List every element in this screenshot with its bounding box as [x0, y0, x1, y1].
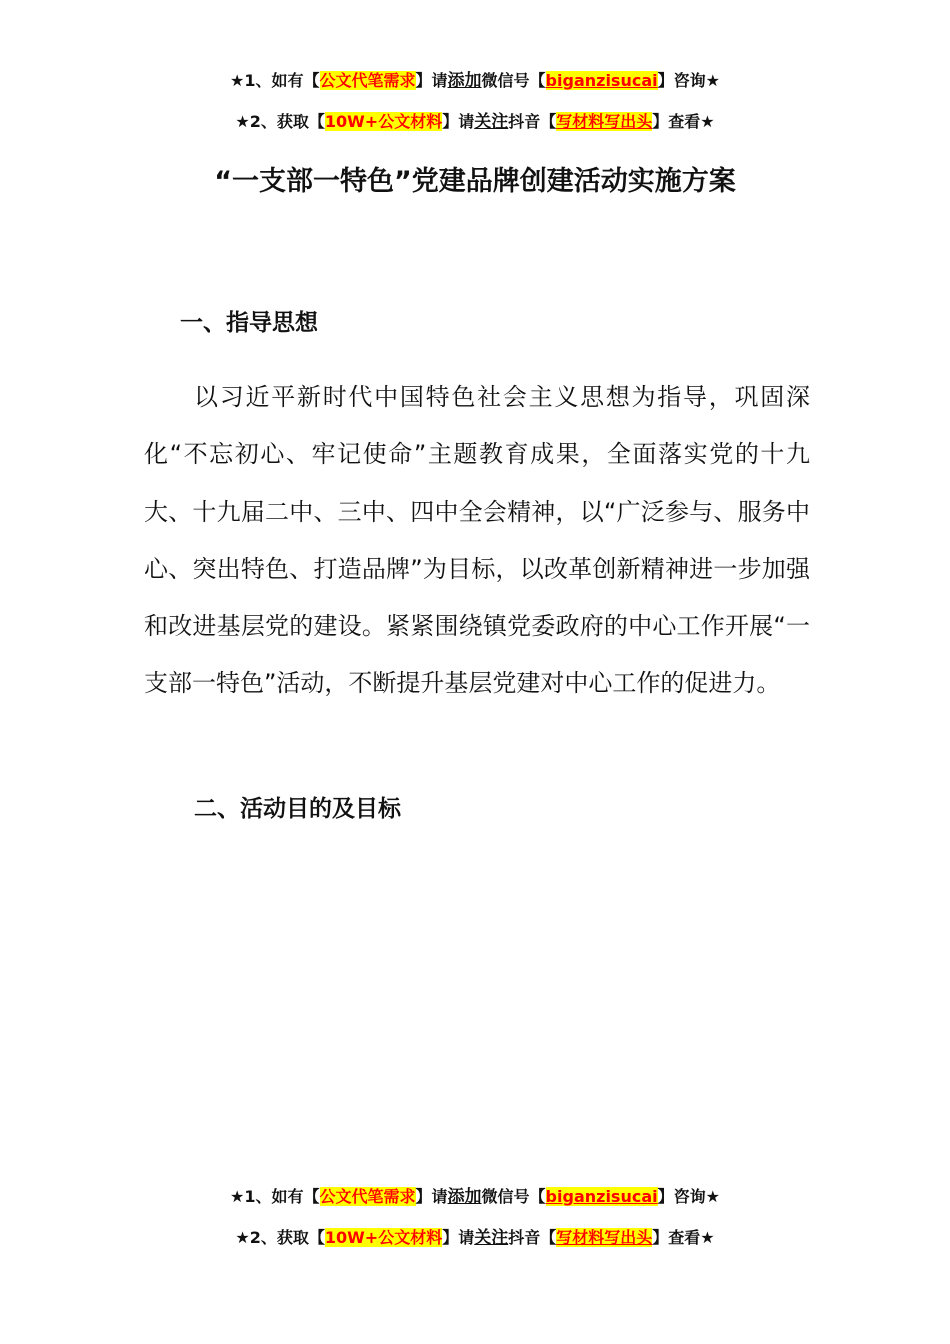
banner-highlight-materials: 10W+公文材料 [324, 1228, 443, 1247]
banner-text: 】请 [415, 1187, 448, 1206]
banner-suffix: 】咨询★ [657, 71, 720, 90]
banner-underlined-action: 添加 [447, 71, 482, 91]
banner-highlight-wechat-id: biganzisucai [545, 1187, 658, 1206]
top-banner-line-1 [0, 70, 950, 92]
section-heading-guiding-ideology: 一、指导思想 [180, 310, 318, 336]
banner-prefix: ★2、获取【 [235, 112, 325, 131]
banner-text: 抖音【 [508, 1228, 557, 1247]
banner-highlight-wechat-id: biganzisucai [545, 71, 658, 90]
banner-highlight-service: 公文代笔需求 [319, 71, 416, 90]
banner-prefix: ★1、如有【 [230, 1187, 320, 1206]
banner-highlight-service: 公文代笔需求 [319, 1187, 416, 1206]
banner-text: 】请 [442, 1228, 475, 1247]
banner-suffix: 】咨询★ [657, 1187, 720, 1206]
banner-highlight-materials: 10W+公文材料 [324, 112, 443, 131]
banner-highlight-douyin-id: 写材料写出头 [556, 1228, 653, 1247]
banner-prefix: ★2、获取【 [235, 1228, 325, 1247]
banner-underlined-action: 关注 [474, 1228, 509, 1248]
banner-prefix: ★1、如有【 [230, 71, 320, 90]
top-banner-line-2 [0, 111, 950, 133]
banner-suffix: 】查看★ [652, 112, 715, 131]
banner-text: 微信号【 [481, 1187, 546, 1206]
document-title: “一支部一特色”党建品牌创建活动实施方案 [214, 166, 736, 197]
banner-text: 微信号【 [481, 71, 546, 90]
bottom-banner-line-2 [0, 1227, 950, 1249]
banner-highlight-douyin-id: 写材料写出头 [556, 112, 653, 131]
section-heading-purpose-goals: 二、活动目的及目标 [194, 796, 401, 822]
banner-text: 】请 [442, 112, 475, 131]
bottom-banner-line-1 [0, 1186, 950, 1208]
section-body-guiding-ideology: 以习近平新时代中国特色社会主义思想为指导，巩固深化“不忘初心、牢记使命”主题教育成果，全面落实党的十九大、十九届二中、三中、四中全会精神，以“广泛参与、服务中心、突出特色、打造品牌”为目标，以改革创新精神进一步加强和改进基层党的建设。紧紧围绕镇党委政府的中心工作开展“一支部一特色”活动，不断提升基层党建对中心工作的促进力。 [144, 383, 810, 698]
banner-suffix: 】查看★ [652, 1228, 715, 1247]
banner-underlined-action: 关注 [474, 112, 509, 132]
banner-text: 】请 [415, 71, 448, 90]
banner-text: 抖音【 [508, 112, 557, 131]
banner-underlined-action: 添加 [447, 1187, 482, 1207]
